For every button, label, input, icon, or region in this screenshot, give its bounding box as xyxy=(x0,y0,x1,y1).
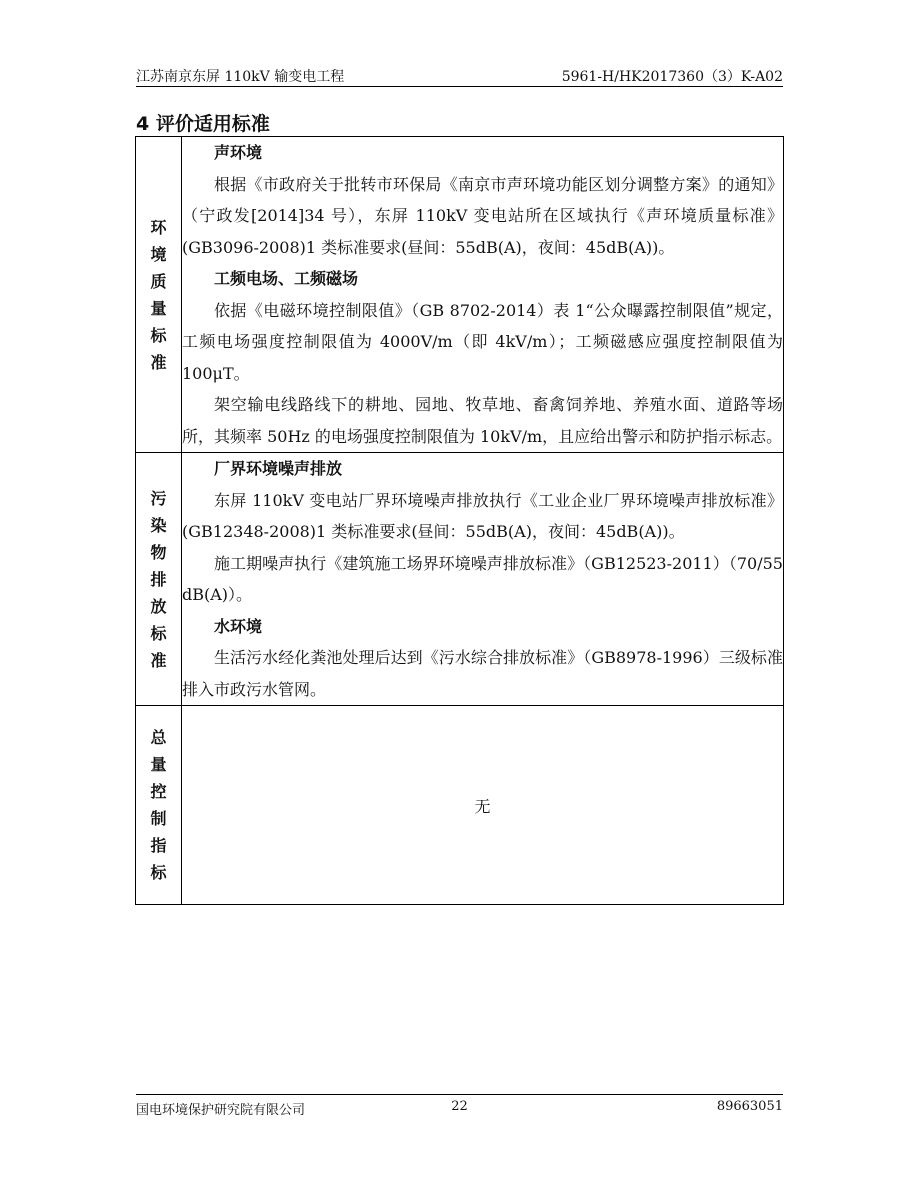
row-label: 环境质量标准 xyxy=(150,217,167,372)
table-row-pollutant-discharge xyxy=(136,453,784,706)
footer-organization: 国电环境保护研究院有限公司 xyxy=(136,1103,306,1118)
footer-phone: 89663051 xyxy=(716,1099,783,1114)
paragraph: 架空输电线路线下的耕地、园地、牧草地、畜禽饲养地、养殖水面、道路等场所，其频率 50Hz 的电场强度控制限值为 10kV/m，且应给出警示和防护指示标志。 xyxy=(182,395,783,446)
header-report-code: 5961-H/HK2017360（3）K-A02 xyxy=(561,69,783,85)
paragraph: 依据《电磁环境控制限值》（GB 8702-2014）表 1“公众曝露控制限值”规定，工频电场强度控制限值为 4000V/m（即 4kV/m）；工频磁感应强度控制限值为 100μT。 xyxy=(182,300,783,383)
table-row-environment-quality xyxy=(136,137,784,453)
paragraph: 施工期噪声执行《建筑施工场界环境噪声排放标准》（GB12523-2011）（70/55 dB(A)）。 xyxy=(182,553,783,604)
row-content xyxy=(182,453,784,706)
paragraph: 生活污水经化粪池处理后达到《污水综合排放标准》（GB8978-1996）三级标准排入市政污水管网。 xyxy=(182,648,783,699)
subheading: 声环境 xyxy=(214,143,263,162)
subheading: 工频电场、工频磁场 xyxy=(214,269,359,288)
row-label-cell xyxy=(136,137,182,453)
page-footer xyxy=(136,1094,783,1119)
header-project-name: 江苏南京东屏 110kV 输变电工程 xyxy=(136,69,345,85)
page-header xyxy=(136,64,783,87)
section-title: 4 评价适用标准 xyxy=(136,113,270,135)
table-row-total-control xyxy=(136,706,784,905)
row-label: 总量控制指标 xyxy=(150,728,167,882)
page-number: 22 xyxy=(451,1099,468,1114)
subheading: 厂界环境噪声排放 xyxy=(214,459,343,478)
row-value: 无 xyxy=(182,706,784,905)
row-label-cell xyxy=(136,706,182,905)
paragraph: 东屏 110kV 变电站厂界环境噪声排放执行《工业企业厂界环境噪声排放标准》(GB12348-2008)1 类标准要求(昼间：55dB(A)，夜间：45dB(A))。 xyxy=(182,490,783,541)
row-content xyxy=(182,137,784,453)
standards-table xyxy=(135,136,784,905)
subheading: 水环境 xyxy=(214,616,263,636)
paragraph: 根据《市政府关于批转市环保局《南京市声环境功能区划分调整方案》的通知》（宁政发[2014]34 号），东屏 110kV 变电站所在区域执行《声环境质量标准》(GB3096-2008)1 类标准要求(昼间：55dB(A)，夜间：45dB(A))。 xyxy=(182,174,783,257)
row-label-cell xyxy=(136,453,182,706)
row-label: 污染物排放标准 xyxy=(150,488,167,670)
